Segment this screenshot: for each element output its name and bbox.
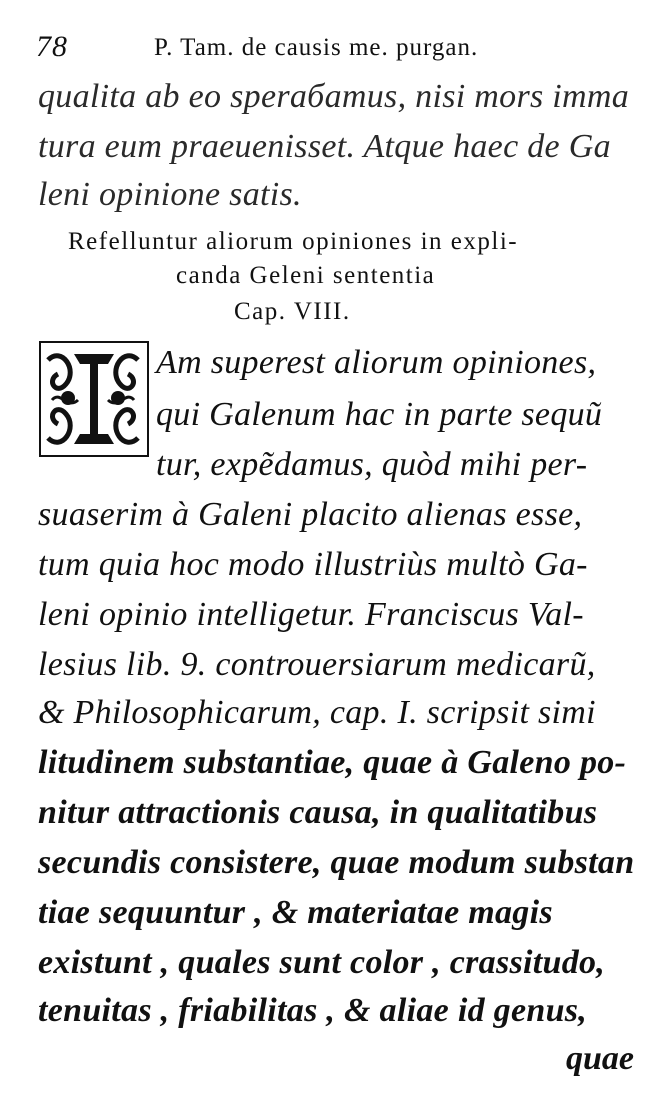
text-line: existunt , quales sunt color , crassitudo, — [38, 944, 606, 981]
text-line: leni opinione satis. — [38, 176, 302, 213]
text-line: secundis consistere, quae modum substan — [38, 844, 635, 881]
chapter-title-line-1: Refelluntur aliorum opiniones in expli- — [68, 228, 519, 255]
chapter-title-line-2: canda Geleni sententia — [176, 262, 436, 289]
chapter-number: Cap. VIII. — [234, 298, 351, 325]
catchword: quae — [566, 1040, 634, 1077]
ornamental-initial-I-icon — [38, 340, 150, 458]
text-line: qualita ab eo speraбamus, nisi mors imma — [38, 78, 630, 115]
text-line: tum quia hoc modo illustriùs multò Ga- — [38, 546, 588, 583]
text-line: Am superest aliorum opiniones, — [156, 344, 597, 381]
text-line: litudinem substantiae, quae à Galeno po- — [38, 744, 627, 781]
text-line: nitur attractionis causa, in qualitatibus — [38, 794, 598, 831]
text-line: tur, expẽdamus, quòd mihi per- — [156, 446, 588, 483]
text-line: tura eum praeuenisset. Atque haec de Ga — [38, 128, 611, 165]
text-line: qui Galenum hac in parte sequũ — [156, 396, 603, 433]
text-line: lesius lib. 9. controuersiarum medicarũ, — [38, 646, 596, 683]
text-line: leni opinio intelligetur. Franciscus Val- — [38, 596, 584, 633]
text-line: tenuitas , friabilitas , & aliae id genus, — [38, 992, 588, 1029]
page-number: 78 — [36, 30, 68, 63]
running-head: P. Tam. de causis me. purgan. — [154, 34, 479, 61]
page-header — [36, 30, 616, 66]
text-line: suaserim à Galeni placito alienas esse, — [38, 496, 583, 533]
text-line: tiae sequuntur , & materiatae magis — [38, 894, 553, 931]
text-line: & Philosophicarum, cap. I. scripsit simi — [38, 694, 596, 731]
